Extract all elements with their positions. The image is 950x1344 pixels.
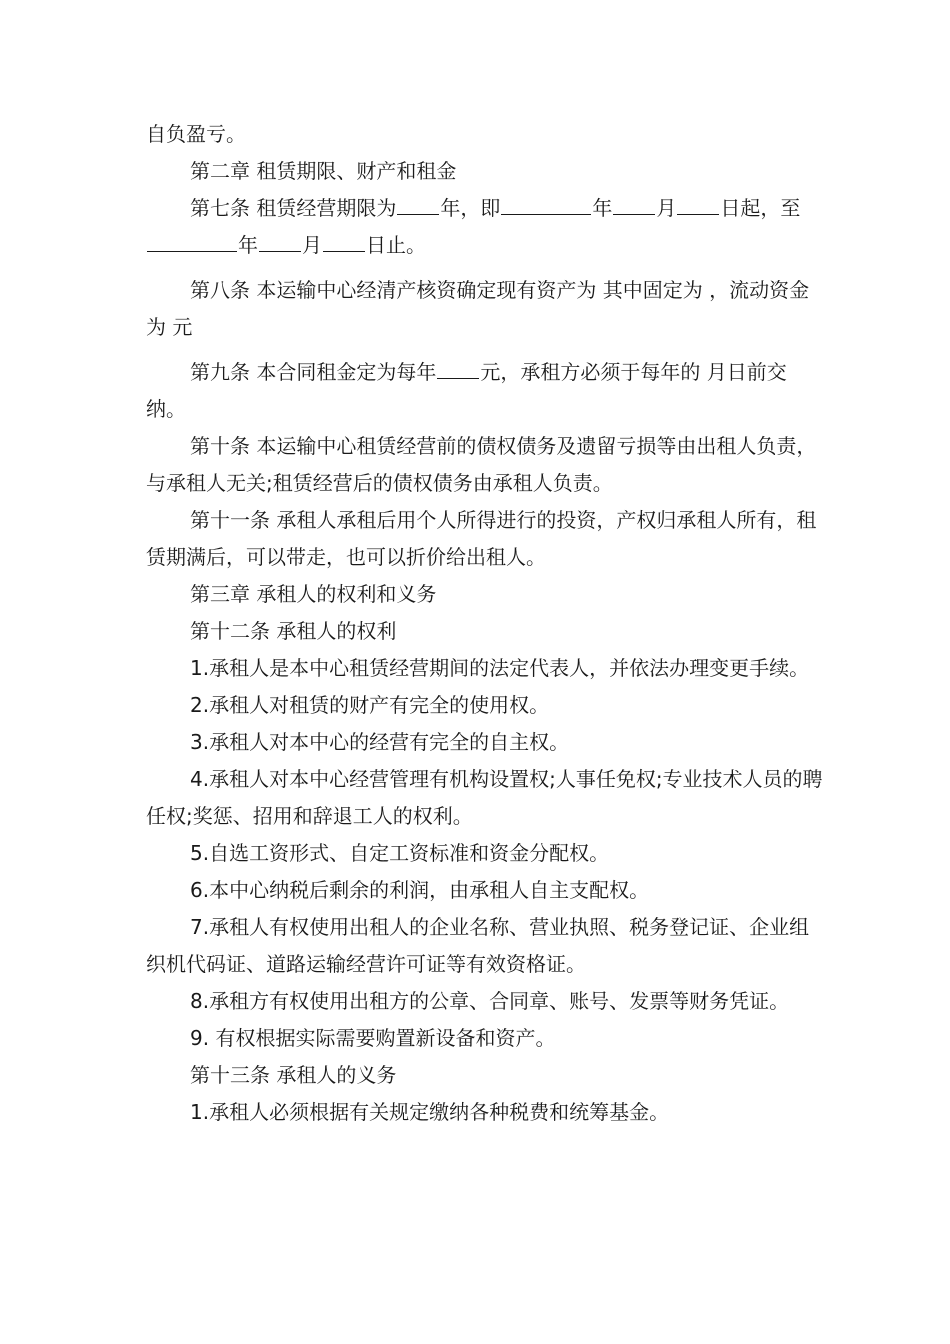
article-7-text-d: 月 [656,196,677,220]
blank-end-day [323,229,365,252]
blank-annual-rent [437,356,479,379]
article-12-heading: 第十二条 承租人的权利 [190,619,397,643]
right-item-9: 9. 有权根据实际需要购置新设备和资产。 [190,1026,556,1050]
right-item-2: 2.承租人对租赁的财产有完全的使用权。 [190,693,550,717]
article-7-text-c: 年 [592,196,613,220]
article-9-text-b: 元，承租方必须于每年的 月日前交纳。 [146,360,787,421]
article-7-text-e: 日起，至 [720,196,801,220]
blank-years [397,192,439,215]
right-item-5: 5.自选工资形式、自定工资标准和资金分配权。 [190,841,610,865]
article-7-text-g: 月 [302,233,322,257]
article-9-text-a: 第九条 本合同租金定为每年 [190,360,437,384]
article-10: 第十条 本运输中心租赁经营前的债权债务及遗留亏损等由出租人负责，与承租人无关;租赁经营后的债权债务由承租人负责。 [146,434,817,495]
article-11: 第十一条 承租人承租后用个人所得进行的投资，产权归承租人所有，租赁期满后，可以带走，也可以折价给出租人。 [146,508,817,569]
blank-start-year [501,192,591,215]
document-body [146,116,826,1131]
article-9 [146,354,826,428]
right-item-7: 7.承租人有权使用出租人的企业名称、营业执照、税务登记证、企业组织机代码证、道路运输经营许可证等有效资格证。 [146,915,810,976]
right-item-1: 1.承租人是本中心租赁经营期间的法定代表人，并依法办理变更手续。 [190,656,810,680]
paragraph-continuation: 自负盈亏。 [146,122,246,146]
blank-end-year [147,229,237,252]
right-item-4: 4.承租人对本中心经营管理有机构设置权;人事任免权;专业技术人员的聘任权;奖惩、招用和辞退工人的权利。 [146,767,823,828]
chapter-3-heading: 第三章 承租人的权利和义务 [190,582,437,606]
article-8: 第八条 本运输中心经清产核资确定现有资产为 其中固定为 ，流动资金为 元 [146,278,810,339]
right-item-6: 6.本中心纳税后剩余的利润，由承租人自主支配权。 [190,878,650,902]
article-13-heading: 第十三条 承租人的义务 [190,1063,397,1087]
chapter-2-heading: 第二章 租赁期限、财产和租金 [190,159,457,183]
article-7-text-h: 日止。 [366,233,426,257]
article-7-text-b: 年，即 [440,196,501,220]
blank-start-day [677,192,719,215]
blank-start-month [613,192,655,215]
right-item-3: 3.承租人对本中心的经营有完全的自主权。 [190,730,570,754]
right-item-8: 8.承租方有权使用出租方的公章、合同章、账号、发票等财务凭证。 [190,989,790,1013]
obligation-item-1: 1.承租人必须根据有关规定缴纳各种税费和统筹基金。 [190,1100,670,1124]
article-7-text-f: 年 [238,233,258,257]
blank-end-month [259,229,301,252]
article-7 [146,190,826,264]
article-7-text-a: 第七条 租赁经营期限为 [190,196,397,220]
